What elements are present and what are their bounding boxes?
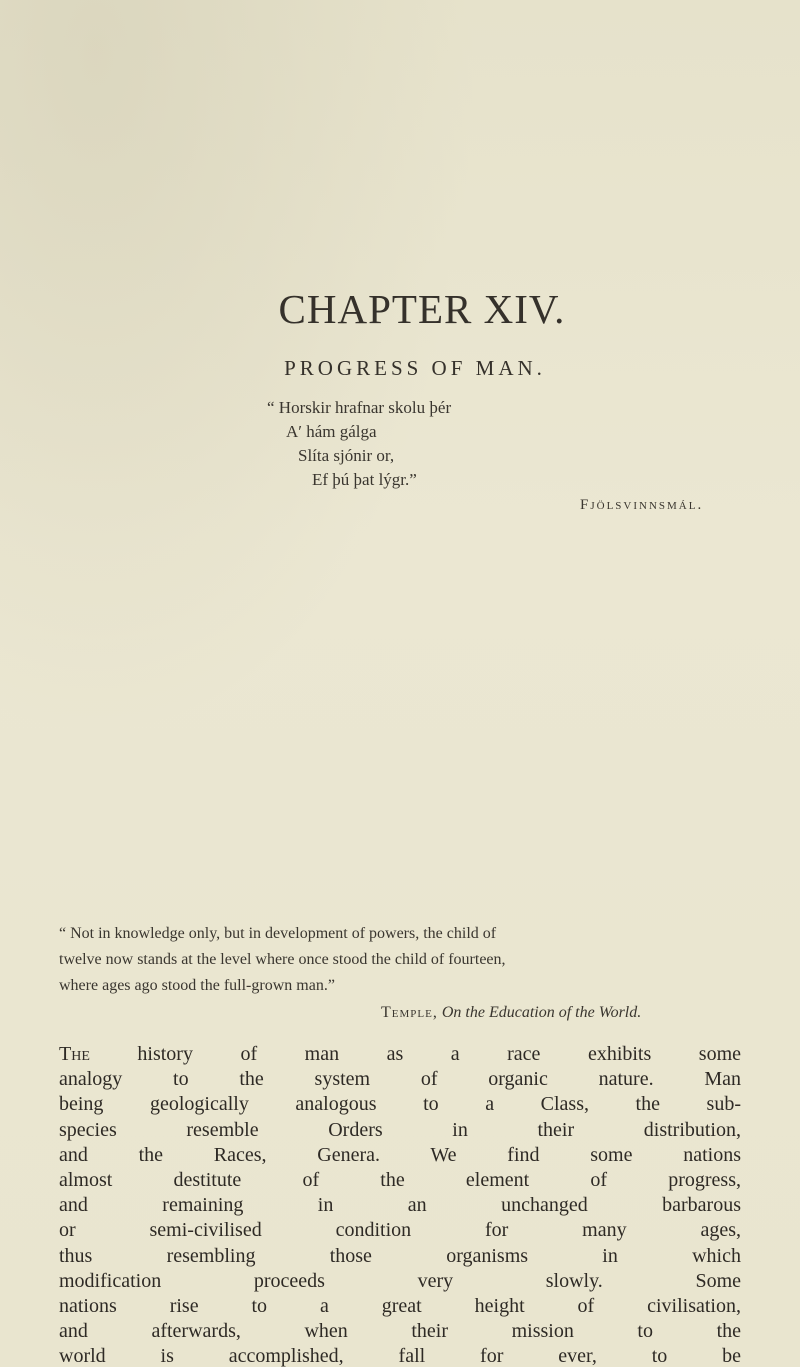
verse-line: A′ hám gálga <box>286 422 377 441</box>
body-line: modification proceeds very slowly. Some <box>59 1269 741 1292</box>
quote-work: On the Education of the World. <box>441 1004 642 1021</box>
opening-word: The <box>59 1043 90 1065</box>
verse-attribution: Fjölsvinnsmál. <box>580 497 704 513</box>
body-line: and afterwards, when their mission to the <box>59 1320 741 1343</box>
body-line: or semi-civilised condition for many ages, <box>59 1219 741 1242</box>
body-line: species resemble Orders in their distribution, <box>59 1118 741 1141</box>
body-line: being geologically analogous to a Class, the sub- <box>59 1093 741 1116</box>
quote-line: where ages ago stood the full-grown man.” <box>59 977 335 994</box>
verse-line: Ef þú þat lýgr.” <box>312 470 417 489</box>
body-line: nations rise to a great height of civilisation, <box>59 1295 741 1317</box>
body-line: analogy to the system of organic nature. Man <box>59 1068 741 1091</box>
chapter-title: CHAPTER XIV. <box>278 286 566 332</box>
body-line: and the Races, Genera. We find some nations <box>59 1143 741 1166</box>
body-line: thus resembling those organisms in which <box>59 1244 741 1267</box>
quote-line: “ Not in knowledge only, but in development of powers, the child of <box>59 925 497 942</box>
body-line-text: history of man as a race exhibits some <box>137 1043 741 1065</box>
body-line: and remaining in an unchanged barbarous <box>59 1194 741 1217</box>
body-line <box>59 1044 741 1064</box>
body-line: world is accomplished, fall for ever, to be <box>59 1345 741 1367</box>
body-line: almost destitute of the element of progress, <box>59 1169 741 1191</box>
quote-author: Temple, <box>381 1004 438 1021</box>
section-title: PROGRESS OF MAN. <box>284 356 546 380</box>
quote-attribution <box>381 1004 641 1022</box>
quote-line: twelve now stands at the level where once stood the child of fourteen, <box>59 951 506 968</box>
verse-line: “ Horskir hrafnar skolu þér <box>267 398 452 417</box>
verse-line: Slíta sjónir or, <box>298 446 395 465</box>
